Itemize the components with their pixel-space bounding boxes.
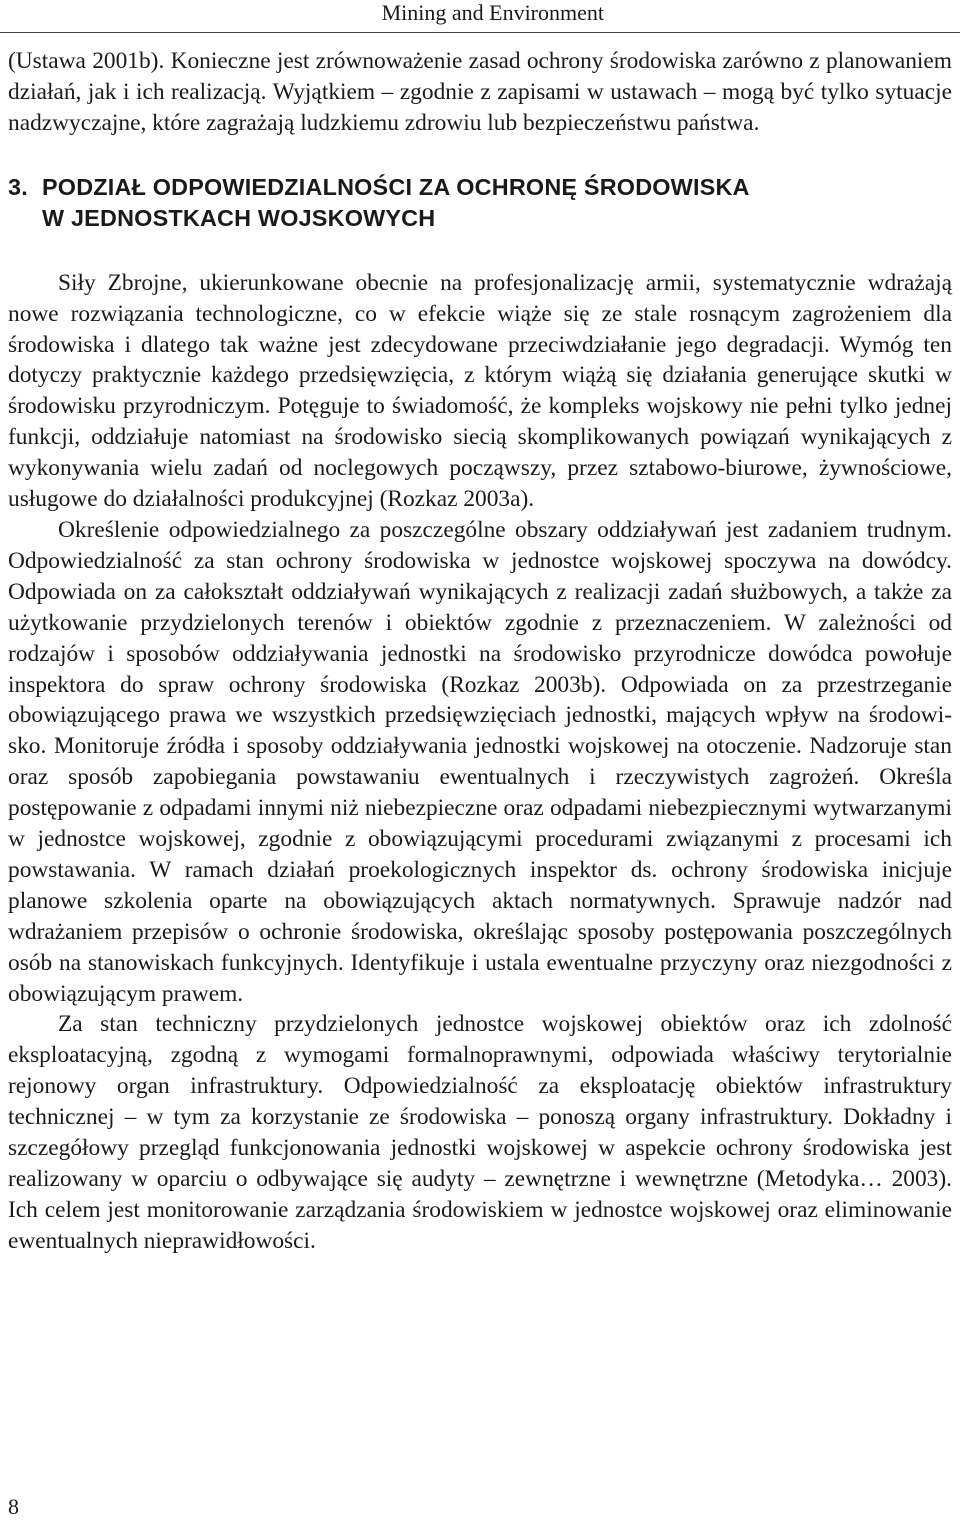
running-title: Mining and Environment bbox=[381, 0, 604, 25]
intro-paragraph: (Ustawa 2001b). Konieczne jest zrównoważenie zasad ochrony środowiska zarówno z planowaniem działań, jak i ich realizacją. Wyjątkiem – zgodnie z zapisami w ustawach – mogą być tylko sytuacje nadzwyczajne, które zagrażają ludzkiemu zdrowiu lub bezpieczeństwu państwa. bbox=[8, 48, 952, 136]
body-paragraph-1: Siły Zbrojne, ukierunkowane obecnie na profesjonalizację armii, systematycznie wdrażają nowe rozwiązania technologiczne, co w efekcie wiąże się ze stale rosnącym zagrożeniem dla środowiska i dlatego tak ważne jest zdecydowane przeciwdziałanie jego degradacji. Wymóg ten dotyczy praktycznie każdego przedsięwzięcia, z którym wiążą się działania generujące skutki w środowisku przyrodniczym. Potęguje to świadomość, że kompleks wojskowy nie pełni tylko jednej funkcji, oddziałuje natomiast na środowisko siecią skomplikowanych powiązań wynikających z wykonywania wielu zadań od noclegowych począwszy, przez sztabowo-biurowe, żywnościowe, usługowe do działalności produkcyjnej (Rozkaz 2003a). bbox=[8, 269, 952, 513]
body-paragraph-3: Za stan techniczny przydzielonych jednostce wojskowej obiektów oraz ich zdolność eksploatacyjną, zgodną z wymogami formalnoprawnymi, odpowiada właściwy terytorialnie rejonowy organ infrastruktury. Odpowiedzialność za eksploatację obiektów infrastruktury technicznej – w tym za korzystanie ze środowiska – ponoszą organy infrastruktury. Dokładny i szczegółowy przegląd funkcjonowania jednostki wojskowej w aspekcie ochrony środowiska jest realizowany w oparciu o odbywające się audyty – zewnętrzne i wewnętrzne (Metodyka… 2003). Ich celem jest monitorowanie zarządzania środowiskiem w jednostce wojskowej oraz eliminowanie ewentualnych nieprawidłowości. bbox=[8, 1011, 952, 1254]
body-paragraph-2: Określenie odpowiedzialnego za poszczególne obszary oddziaływań jest zadaniem trudnym. Odpowiedzialność za stan ochrony środowiska w jednostce wojskowej spoczywa na dowódcy. Odpowiada on za całokształt oddziaływań wynikających z realizacji zadań służbowych, a także za użytkowanie przydzielonych terenów i obiektów zgodnie z przeznaczeniem. W zależności od rodzajów i sposobów oddziaływania jednostki na środowisko przyrodnicze dowódca powołuje inspektora do spraw ochrony środowiska (Rozkaz 2003b). Odpowiada on za przestrzeganie obowiązującego prawa we wszystkich przedsięwzięciach jednostki, mających wpływ na środowisko. Monitoruje źródła i sposoby oddziaływania jednostki wojskowej na otoczenie. Nadzoruje stan oraz sposób zapobiegania powstawaniu ewentualnych i rzeczywistych zagrożeń. Określa postępowanie z odpadami innymi niż niebezpieczne oraz odpadami niebezpiecznymi wytwarzanymi w jednostce wojskowej, zgodnie z obowiązującymi procedurami związanymi z procesami ich powstawania. W ramach działań proekologicznych inspektor ds. ochrony środowiska inicjuje planowe szkolenia oparte na obowiązujących aktach normatywnych. Sprawuje nadzór nad wdrażaniem przepisów o ochronie środowiska, określając sposoby postępowania poszczególnych osób na stanowiskach funkcyjnych. Identyfikuje i ustala ewentualne przyczyny oraz niezgodności z obowiązującym prawem. bbox=[8, 516, 952, 1007]
section-title-line1: PODZIAŁ ODPOWIEDZIALNOŚCI ZA OCHRONĘ ŚRODOWISKA bbox=[42, 173, 750, 200]
section-title-line2: W JEDNOSTKACH WOJSKOWYCH bbox=[42, 205, 436, 232]
running-header bbox=[0, 0, 960, 33]
page-body bbox=[8, 46, 952, 1257]
section-heading bbox=[8, 172, 952, 235]
page-number: 8 bbox=[8, 1494, 19, 1519]
section-number: 3. bbox=[8, 173, 28, 200]
